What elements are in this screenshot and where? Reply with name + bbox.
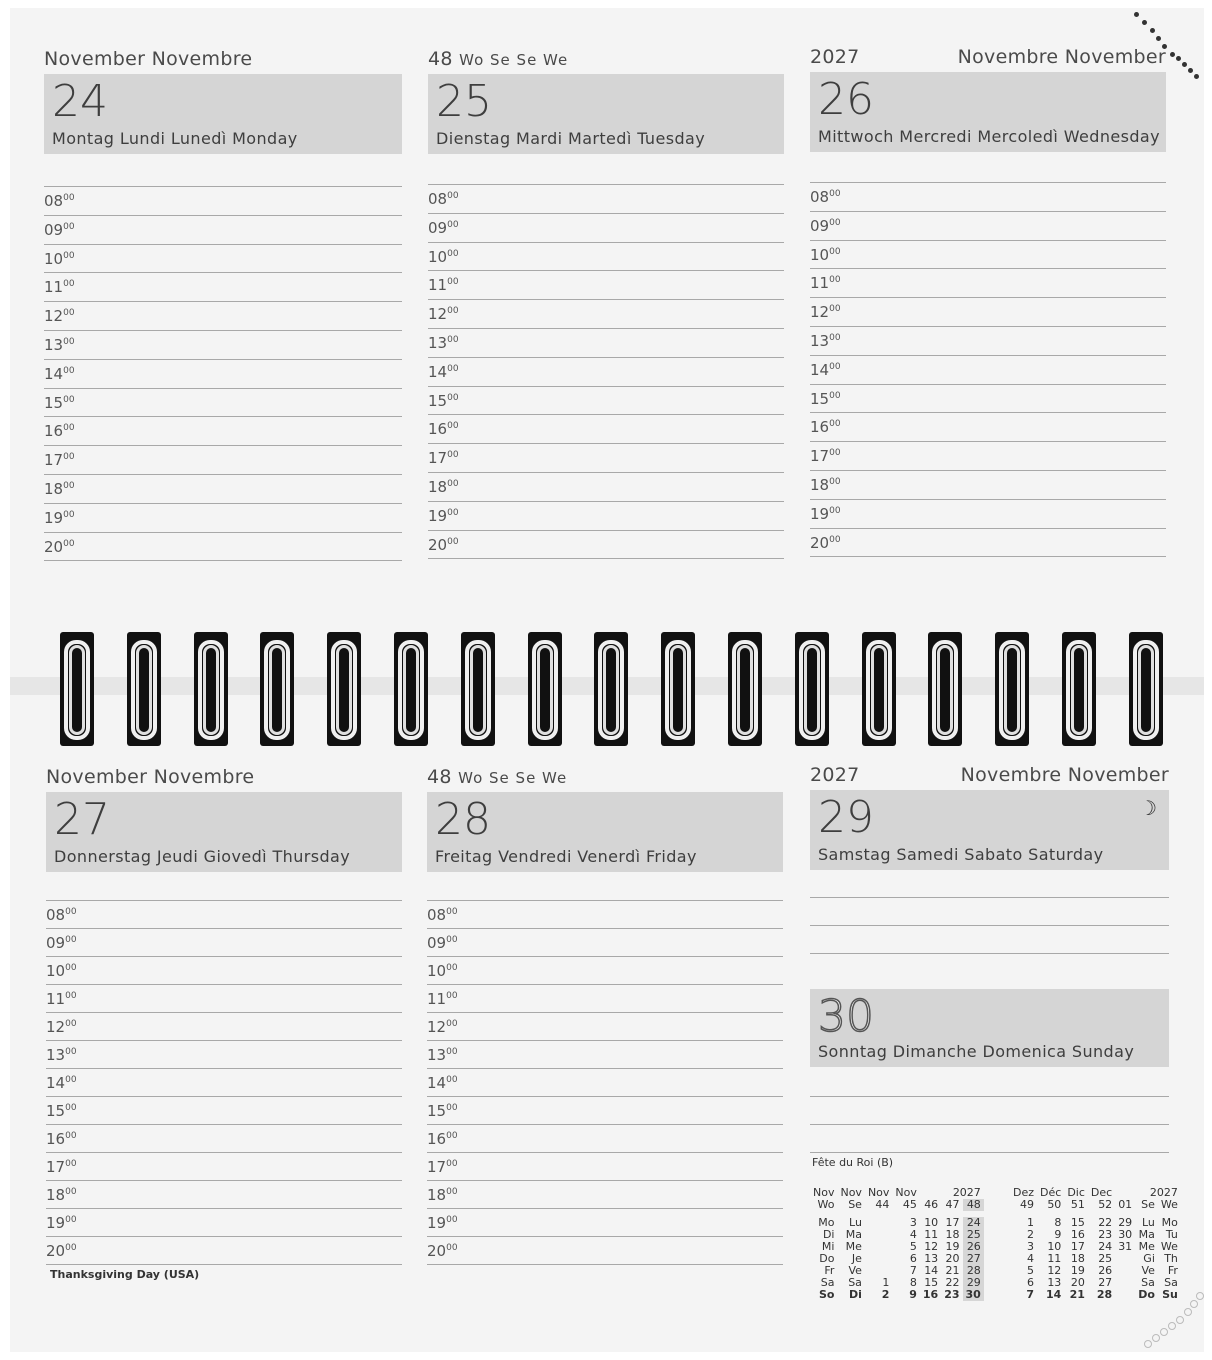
perforation-dot: [1182, 62, 1187, 67]
rule-line: [427, 928, 783, 929]
rule-line: [427, 956, 783, 957]
perforation-dot: [1176, 56, 1181, 61]
binding-wire: [69, 645, 85, 735]
day-number: 24: [52, 76, 108, 127]
rule-line: [810, 1152, 1169, 1153]
rule-line: [44, 244, 402, 245]
day-block: [46, 792, 402, 872]
rule-line: [46, 1264, 402, 1265]
rule-line: [810, 326, 1166, 327]
hour-label: $19^{00}$: [428, 506, 459, 525]
rule-line: [810, 384, 1166, 385]
binding-wire: [203, 645, 219, 735]
perforation-dot: [1152, 1334, 1160, 1342]
week-header: [427, 766, 783, 792]
rule-line: [427, 1012, 783, 1013]
rule-line: [44, 503, 402, 504]
day-block: [810, 989, 1169, 1067]
hour-label: $18^{00}$: [428, 478, 459, 496]
month-label: Novembre November: [957, 46, 1166, 68]
hour-label: $10^{00}$: [427, 962, 458, 980]
hour-label: $11^{00}$: [44, 278, 75, 297]
rule-line: [46, 1124, 402, 1125]
rule-line: [44, 272, 402, 273]
hour-label: $15^{00}$: [46, 1102, 77, 1120]
hour-label: $13^{00}$: [44, 336, 75, 354]
rule-line: [46, 1180, 402, 1181]
binding-wire: [1004, 645, 1020, 735]
hour-label: $13^{00}$: [810, 332, 841, 350]
hour-label: $10^{00}$: [810, 245, 841, 264]
hour-label: $14^{00}$: [44, 364, 75, 383]
perforation-dot: [1134, 12, 1139, 17]
day-number: 25: [436, 76, 492, 127]
day-cell-monday: [44, 48, 402, 568]
hour-label: $11^{00}$: [810, 274, 841, 293]
hour-label: $18^{00}$: [810, 476, 841, 494]
day-number: 26: [818, 74, 874, 125]
rule-line: [44, 215, 402, 216]
hour-label: $19^{00}$: [46, 1214, 77, 1232]
hour-label: $12^{00}$: [428, 305, 459, 324]
hour-label: $19^{00}$: [44, 508, 75, 527]
rule-line: [427, 1040, 783, 1041]
hour-label: $15^{00}$: [810, 389, 841, 408]
year-month-header: [810, 764, 1169, 790]
hour-label: $09^{00}$: [428, 218, 459, 237]
rule-line: [44, 560, 402, 561]
perforation-dot: [1156, 36, 1161, 41]
rule-line: [810, 240, 1166, 241]
rule-line: [810, 412, 1166, 413]
rule-line: [44, 416, 402, 417]
hour-label: $13^{00}$: [427, 1046, 458, 1064]
rule-line: [46, 1012, 402, 1013]
holiday-note: Thanksgiving Day (USA): [50, 1268, 200, 1281]
hour-label: $12^{00}$: [427, 1018, 458, 1036]
rule-line: [810, 953, 1169, 954]
day-cell-thursday: [46, 766, 402, 1296]
day-block: [427, 792, 783, 872]
rule-line: [44, 186, 402, 187]
rule-line: [46, 1208, 402, 1209]
rule-line: [810, 1124, 1169, 1125]
rule-line: [428, 270, 784, 271]
year-label: 2027: [810, 764, 860, 786]
hour-label: $16^{00}$: [427, 1130, 458, 1148]
rule-line: [810, 441, 1166, 442]
rule-line: [44, 388, 402, 389]
hour-label: $10^{00}$: [428, 247, 459, 266]
rule-line: [810, 499, 1166, 500]
week-label: Wo Se Se We: [459, 51, 569, 69]
rule-line: [44, 359, 402, 360]
binding-wire: [136, 645, 152, 735]
day-names: Montag Lundi Lunedì Monday: [52, 129, 298, 148]
hour-label: $20^{00}$: [428, 535, 459, 554]
week-number: 48: [427, 766, 452, 788]
rule-line: [46, 1068, 402, 1069]
binding-wire: [470, 645, 486, 735]
year-month-header: [810, 46, 1166, 72]
rule-line: [46, 900, 402, 901]
month-label: November Novembre: [44, 48, 253, 70]
hour-label: $13^{00}$: [46, 1046, 77, 1064]
perforation-dot: [1170, 52, 1175, 57]
rule-line: [46, 1152, 402, 1153]
binding-wire: [1071, 645, 1087, 735]
hour-label: $09^{00}$: [44, 220, 75, 239]
rule-line: [427, 1236, 783, 1237]
rule-line: [428, 328, 784, 329]
hour-label: $10^{00}$: [44, 249, 75, 268]
binding-wire: [871, 645, 887, 735]
mini-calendar-december: Dez Déc Dic Dec 2027 49 50 51 52 01 Se We 1 8 15 22 29 Lu Mo 2 9 16 23 30 Ma Tu 3 10 17 24 31 Me We 4 11 18 25 Gi Th 5 12 19 26 Ve Fr 6 13 20 27 Sa Sa 7 14 21 28 Do Su: [1013, 1186, 1178, 1301]
rule-line: [428, 530, 784, 531]
rule-line: [427, 1264, 783, 1265]
rule-line: [44, 330, 402, 331]
day-block: [810, 790, 1169, 870]
rule-line: [427, 1124, 783, 1125]
binding-wire: [1138, 645, 1154, 735]
perforation-dot: [1142, 20, 1147, 25]
rule-line: [44, 445, 402, 446]
day-names: Samstag Samedi Sabato Saturday: [818, 845, 1104, 864]
hour-label: $14^{00}$: [427, 1074, 458, 1092]
hour-label: $20^{00}$: [427, 1242, 458, 1260]
day-names: Sonntag Dimanche Domenica Sunday: [818, 1042, 1135, 1061]
rule-line: [44, 474, 402, 475]
binding-wire: [336, 645, 352, 735]
day-number: 30: [818, 991, 874, 1042]
perforation-dot: [1184, 1308, 1192, 1316]
hour-label: $15^{00}$: [428, 391, 459, 410]
rule-line: [810, 897, 1169, 898]
hour-label: $12^{00}$: [44, 307, 75, 326]
rule-line: [46, 1040, 402, 1041]
rule-line: [810, 297, 1166, 298]
rule-line: [46, 1096, 402, 1097]
rule-line: [427, 1068, 783, 1069]
rule-line: [428, 501, 784, 502]
day-cell-tuesday: [428, 48, 784, 568]
hour-label: $14^{00}$: [428, 362, 459, 381]
day-cell-sunday: [810, 989, 1169, 1169]
rule-line: [428, 414, 784, 415]
hour-label: $19^{00}$: [810, 504, 841, 523]
rule-line: [428, 386, 784, 387]
perforation-dot: [1176, 1316, 1184, 1324]
rule-line: [810, 925, 1169, 926]
hour-label: $17^{00}$: [810, 447, 841, 466]
hour-label: $15^{00}$: [44, 393, 75, 412]
day-names: Donnerstag Jeudi Giovedì Thursday: [54, 847, 351, 866]
hour-label: $14^{00}$: [810, 360, 841, 379]
rule-line: [428, 443, 784, 444]
rule-line: [428, 184, 784, 185]
rule-line: [810, 470, 1166, 471]
hour-label: $20^{00}$: [810, 533, 841, 552]
hour-label: $12^{00}$: [810, 303, 841, 322]
rule-line: [427, 1180, 783, 1181]
binding-wire: [603, 645, 619, 735]
day-number: 27: [54, 794, 110, 845]
hour-label: $09^{00}$: [810, 216, 841, 235]
day-names: Freitag Vendredi Venerdì Friday: [435, 847, 697, 866]
perforation-dot: [1150, 28, 1155, 33]
hour-label: $17^{00}$: [427, 1158, 458, 1176]
binding-wire: [737, 645, 753, 735]
rule-line: [427, 900, 783, 901]
binding-wire: [403, 645, 419, 735]
holiday-note: Fête du Roi (B): [812, 1156, 894, 1169]
month-label: Novembre November: [960, 764, 1169, 786]
week-number: 48: [428, 48, 453, 70]
hour-label: $16^{00}$: [46, 1130, 77, 1148]
mini-calendar-november: Nov Nov Nov Nov 2027 Wo Se 44 45 46 47 48 Mo Lu 3 10 17 24 Di Ma 4 11 18 25 Mi Me 5 12 19 26 Do Je 6 13 20 27 Fr Ve 7 14 21 28 Sa Sa 1 8 15 22 29 So Di 2 9 16 23 30: [810, 1187, 984, 1301]
hour-label: $15^{00}$: [427, 1102, 458, 1120]
perforation-dot: [1160, 1328, 1168, 1336]
hour-label: $08^{00}$: [428, 190, 459, 208]
perforation-dot: [1144, 1340, 1152, 1348]
perforation-dot: [1194, 74, 1199, 79]
hour-label: $08^{00}$: [810, 188, 841, 206]
hour-label: $11^{00}$: [46, 990, 77, 1008]
hour-label: $11^{00}$: [427, 990, 458, 1008]
hour-label: $08^{00}$: [44, 192, 75, 210]
rule-line: [810, 268, 1166, 269]
rule-line: [427, 1096, 783, 1097]
hour-label: $09^{00}$: [46, 934, 77, 952]
day-block: [44, 74, 402, 154]
spiral-binding: [0, 620, 1212, 760]
day-block: [810, 72, 1166, 152]
month-label: November Novembre: [46, 766, 255, 788]
rule-line: [428, 242, 784, 243]
hour-label: $18^{00}$: [44, 480, 75, 498]
rule-line: [428, 357, 784, 358]
hour-label: $16^{00}$: [810, 418, 841, 437]
rule-line: [810, 182, 1166, 183]
rule-line: [46, 1236, 402, 1237]
rule-line: [810, 211, 1166, 212]
hour-label: $18^{00}$: [427, 1186, 458, 1204]
rule-line: [428, 299, 784, 300]
hour-label: $12^{00}$: [46, 1018, 77, 1036]
hour-label: $16^{00}$: [428, 420, 459, 439]
rule-line: [46, 956, 402, 957]
hour-label: $20^{00}$: [44, 537, 75, 556]
month-header: [44, 48, 402, 74]
day-cell-saturday: [810, 764, 1169, 964]
hour-label: $17^{00}$: [46, 1158, 77, 1176]
hour-label: $09^{00}$: [427, 934, 458, 952]
rule-line: [810, 528, 1166, 529]
day-names: Dienstag Mardi Martedì Tuesday: [436, 129, 706, 148]
day-block: [428, 74, 784, 154]
moon-phase-icon: ☽: [1139, 796, 1157, 820]
binding-wire: [937, 645, 953, 735]
rule-line: [46, 928, 402, 929]
hour-label: $19^{00}$: [427, 1214, 458, 1232]
hour-label: $20^{00}$: [46, 1242, 77, 1260]
day-number: 28: [435, 794, 491, 845]
binding-wire: [269, 645, 285, 735]
binding-wire: [804, 645, 820, 735]
day-names: Mittwoch Mercredi Mercoledì Wednesday: [818, 127, 1160, 146]
rule-line: [46, 984, 402, 985]
binding-wire: [670, 645, 686, 735]
rule-line: [44, 532, 402, 533]
hour-label: $18^{00}$: [46, 1186, 77, 1204]
perforation-dot: [1190, 1300, 1198, 1308]
month-header: [46, 766, 402, 792]
day-cell-wednesday: [810, 46, 1166, 566]
hour-label: $11^{00}$: [428, 276, 459, 295]
hour-label: $17^{00}$: [428, 449, 459, 468]
year-label: 2027: [810, 46, 860, 68]
hour-label: $17^{00}$: [44, 451, 75, 470]
hour-label: $10^{00}$: [46, 962, 77, 980]
rule-line: [428, 213, 784, 214]
rule-line: [810, 556, 1166, 557]
hour-label: $16^{00}$: [44, 422, 75, 441]
rule-line: [427, 984, 783, 985]
week-label: Wo Se Se We: [458, 769, 568, 787]
hour-label: $13^{00}$: [428, 334, 459, 352]
binding-wire: [537, 645, 553, 735]
perforation-dot: [1188, 68, 1193, 73]
week-header: [428, 48, 784, 74]
rule-line: [44, 301, 402, 302]
rule-line: [428, 558, 784, 559]
rule-line: [810, 355, 1166, 356]
rule-line: [427, 1152, 783, 1153]
hour-label: $08^{00}$: [427, 906, 458, 924]
rule-line: [427, 1208, 783, 1209]
perforation-dot: [1168, 1322, 1176, 1330]
hour-label: $08^{00}$: [46, 906, 77, 924]
day-cell-friday: [427, 766, 783, 1296]
hour-label: $14^{00}$: [46, 1074, 77, 1092]
day-number: 29: [818, 792, 874, 843]
rule-line: [810, 1096, 1169, 1097]
perforation-dot: [1196, 1292, 1204, 1300]
rule-line: [428, 472, 784, 473]
